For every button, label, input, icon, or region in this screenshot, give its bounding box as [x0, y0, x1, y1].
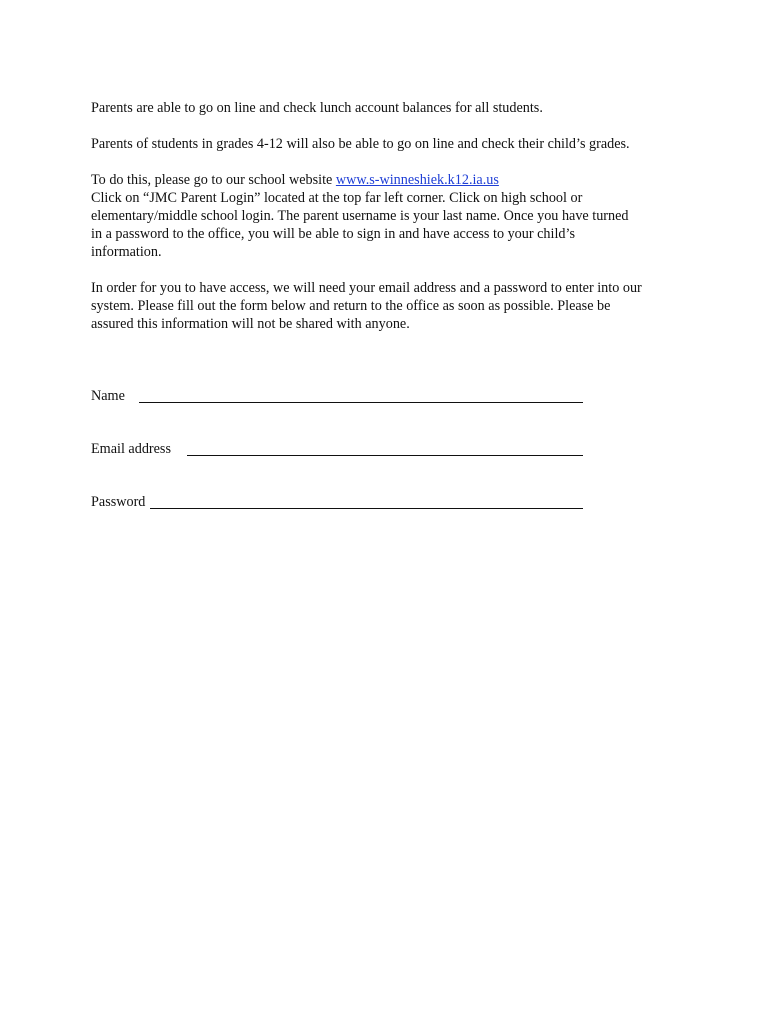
- access-line-3: assured this information will not be shared with anyone.: [91, 316, 410, 332]
- name-field[interactable]: [91, 385, 583, 405]
- document-body: [91, 99, 691, 333]
- name-underline[interactable]: [139, 402, 583, 403]
- email-field[interactable]: [91, 438, 583, 458]
- instructions-line-2: Click on “JMC Parent Login” located at the top far left corner. Click on high school or: [91, 190, 583, 206]
- password-underline[interactable]: [150, 508, 583, 509]
- access-line-1: In order for you to have access, we will need your email address and a password to enter into our: [91, 280, 642, 296]
- email-label: Email address: [91, 441, 171, 457]
- instructions-line-3: elementary/middle school login. The parent username is your last name. Once you have turned: [91, 208, 629, 224]
- password-field[interactable]: [91, 491, 583, 511]
- school-website-link[interactable]: www.s-winneshiek.k12.ia.us: [335, 172, 499, 188]
- instructions-line-5: information.: [91, 244, 162, 260]
- instructions-line-1: [91, 171, 691, 189]
- password-label: Password: [91, 494, 146, 510]
- instructions-line-4: in a password to the office, you will be able to sign in and have access to your child’s: [91, 226, 575, 242]
- access-paragraph: [91, 279, 691, 333]
- instructions-paragraph: [91, 171, 691, 261]
- lunch-paragraph: Parents are able to go on line and check lunch account balances for all students.: [91, 100, 543, 116]
- access-line-2: system. Please fill out the form below and return to the office as soon as possible. Please be: [91, 298, 611, 314]
- instructions-prefix: To do this, please go to our school website: [91, 172, 336, 188]
- email-underline[interactable]: [187, 455, 583, 456]
- grades-paragraph: Parents of students in grades 4-12 will also be able to go on line and check their child’s grades.: [91, 136, 630, 152]
- name-label: Name: [91, 388, 125, 404]
